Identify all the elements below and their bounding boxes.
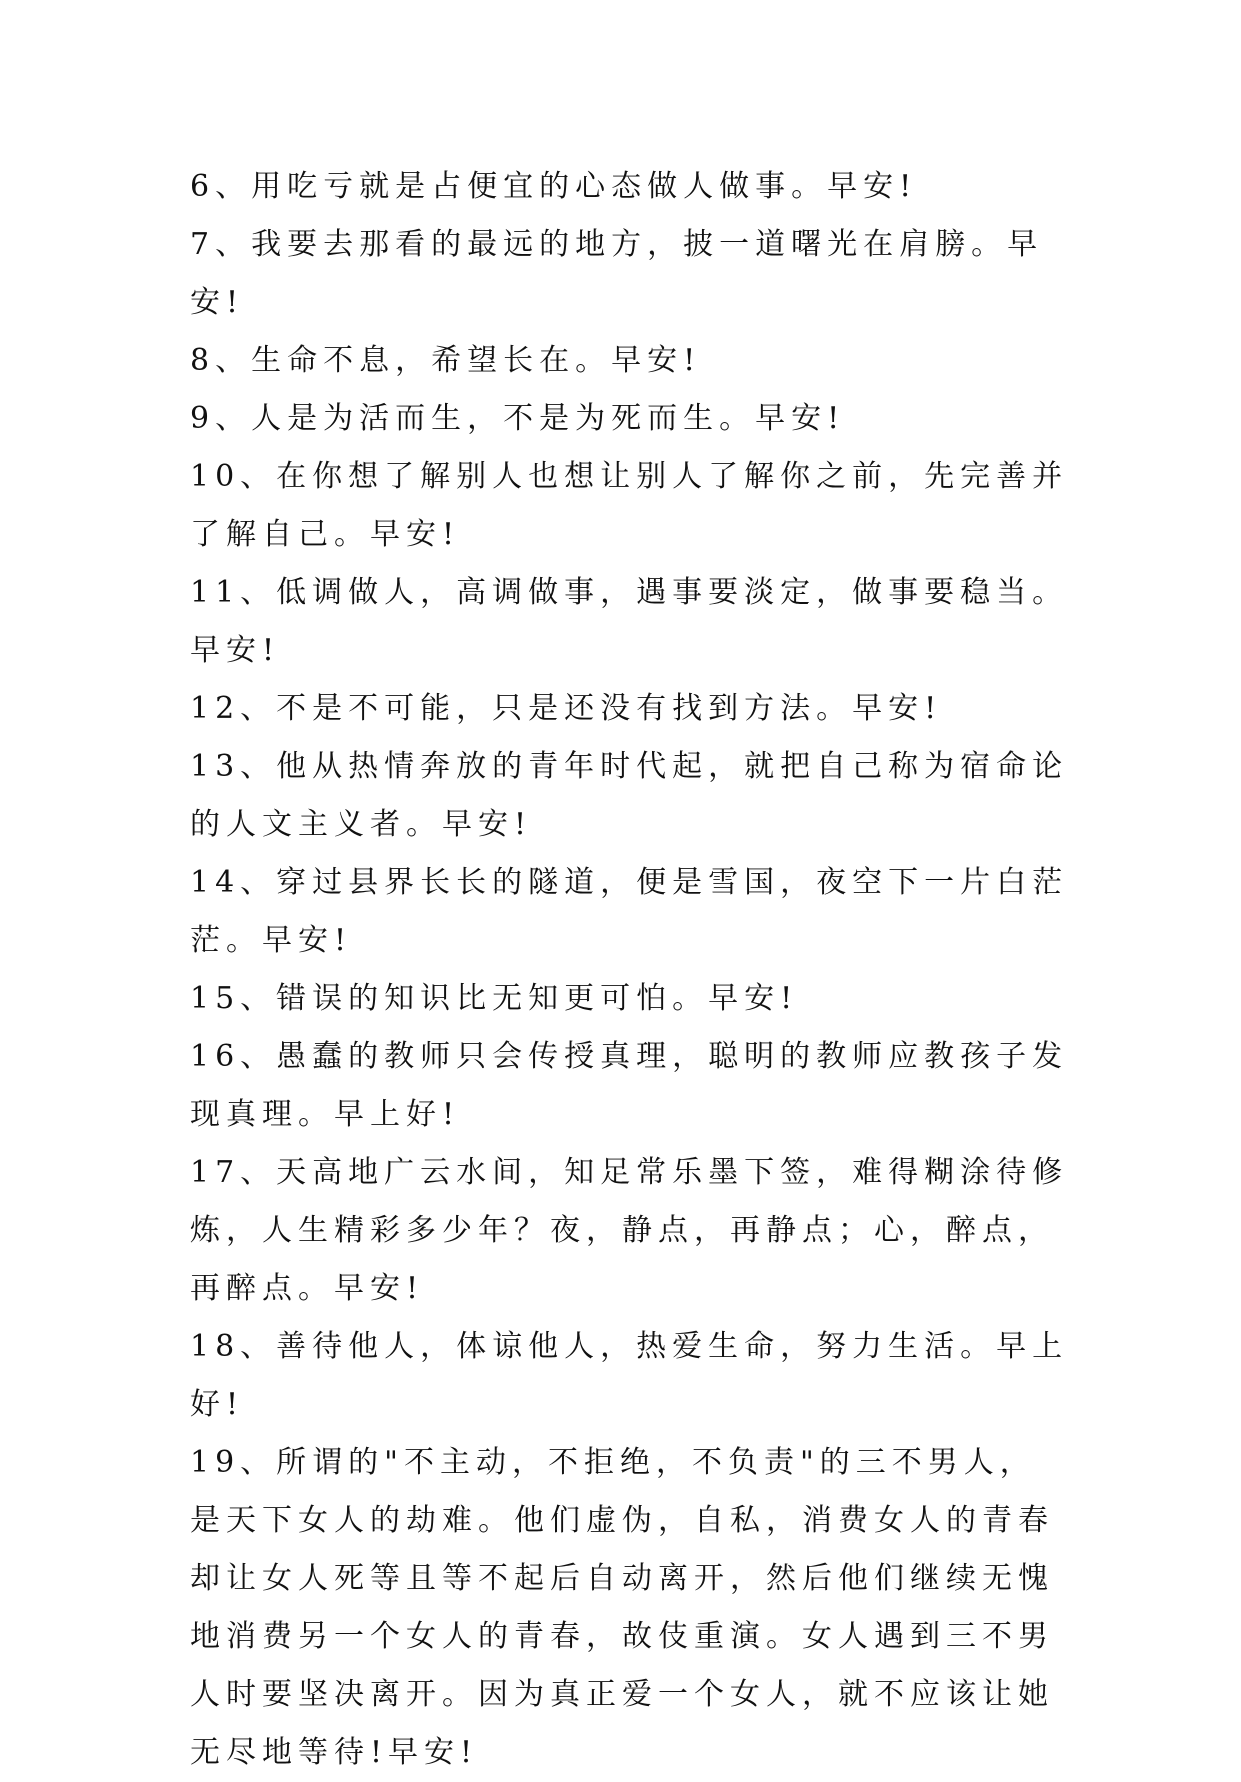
list-item: 17、天高地广云水间，知足常乐墨下签，难得糊涂待修炼，人生精彩多少年？夜，静点，再静点；心，醉点，再醉点。早安! — [190, 1155, 1069, 1306]
list-item: 6、用吃亏就是占便宜的心态做人做事。早安! — [190, 169, 918, 204]
list-item: 14、穿过县界长长的隧道，便是雪国，夜空下一片白茫茫。早安! — [190, 865, 1069, 958]
list-item: 16、愚蠢的教师只会传授真理，聪明的教师应教孩子发现真理。早上好! — [190, 1039, 1069, 1132]
document-page — [190, 158, 1070, 1782]
list-item: 10、在你想了解别人也想让别人了解你之前，先完善并了解自己。早安! — [190, 459, 1069, 552]
list-item: 13、他从热情奔放的青年时代起，就把自己称为宿命论的人文主义者。早安! — [190, 749, 1069, 842]
list-item: 19、所谓的"不主动，不拒绝，不负责"的三不男人，是天下女人的劫难。他们虚伪，自私，消费女人的青春却让女人死等且等不起后自动离开，然后他们继续无愧地消费另一个女人的青春，故伎重演。女人遇到三不男人时要坚决离开。因为真正爱一个女人，就不应该让她无尽地等待!早安! — [190, 1445, 1054, 1770]
list-item: 12、不是不可能，只是还没有找到方法。早安! — [190, 691, 943, 726]
list-item: 11、低调做人，高调做事，遇事要淡定，做事要稳当。早安! — [190, 575, 1069, 668]
list-item: 15、错误的知识比无知更可怕。早安! — [190, 981, 799, 1016]
list-item: 9、人是为活而生，不是为死而生。早安! — [190, 401, 846, 436]
list-item: 18、善待他人，体谅他人，热爱生命，努力生活。早上好! — [190, 1329, 1069, 1422]
list-item: 8、生命不息，希望长在。早安! — [190, 343, 702, 378]
list-item: 7、我要去那看的最远的地方，披一道曙光在肩膀。早安! — [190, 227, 1044, 320]
